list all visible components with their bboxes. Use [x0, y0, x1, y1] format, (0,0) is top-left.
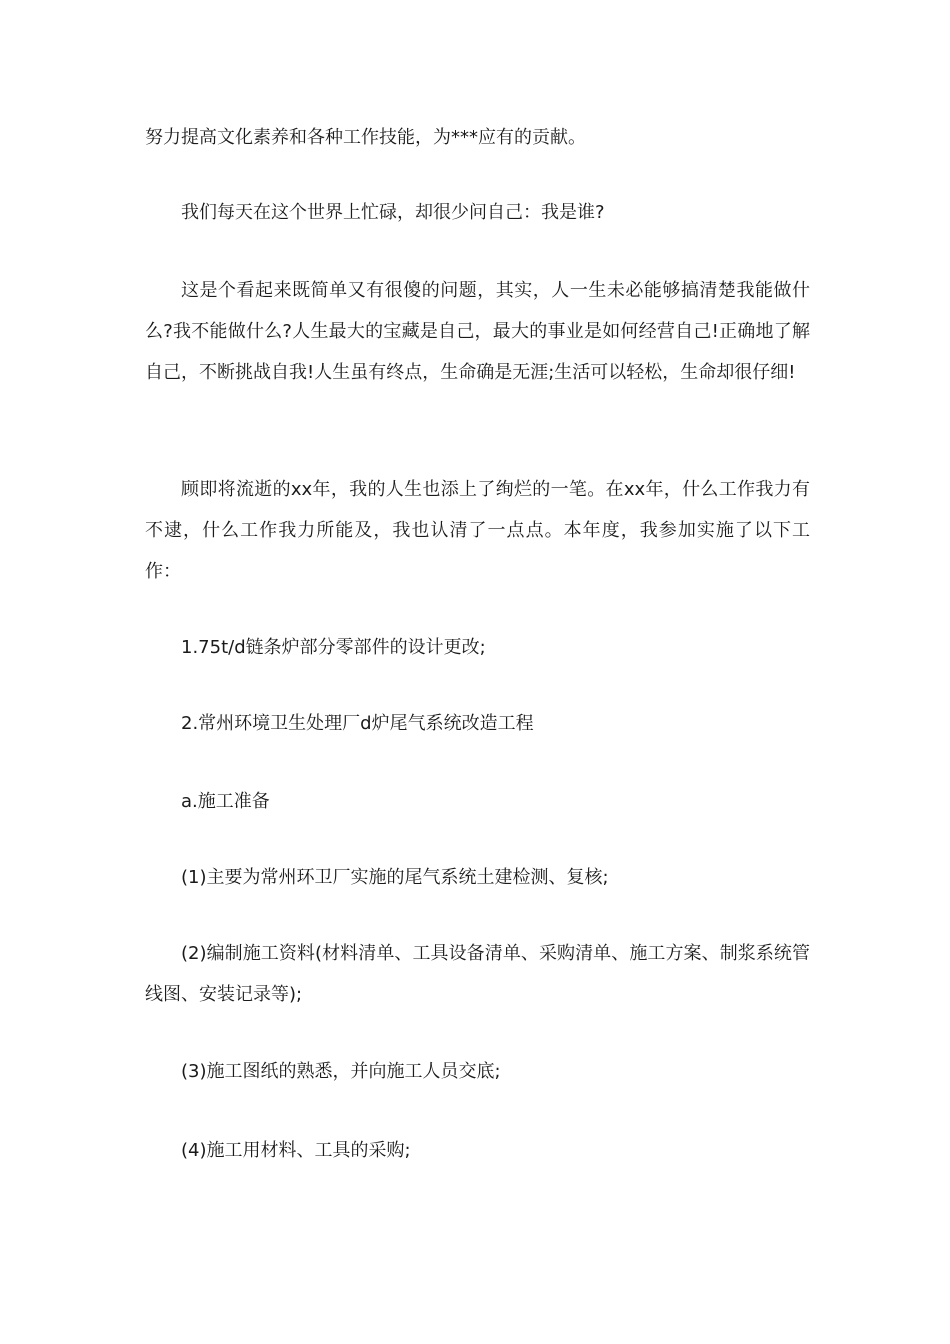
list-item-sub-2: (2)编制施工资料(材料清单、工具设备清单、采购清单、施工方案、制浆系统管线图、安装记录等);: [145, 943, 810, 1005]
list-item-sub-1: (1)主要为常州环卫厂实施的尾气系统土建检测、复核;: [181, 867, 609, 888]
list-item-a: a.施工准备: [181, 791, 270, 812]
paragraph-continuation: 努力提高文化素养和各种工作技能，为***应有的贡献。: [145, 127, 586, 148]
paragraph-self-knowledge: 这是个看起来既简单又有很傻的问题，其实，人一生未必能够搞清楚我能做什么?我不能做什么?人生最大的宝藏是自己，最大的事业是如何经营自己!正确地了解自己，不断挑战自我!人生虽有终点，生命确是无涯;生活可以轻松，生命却很仔细!: [145, 280, 810, 383]
paragraph-year-review: 顾即将流逝的xx年，我的人生也添上了绚烂的一笔。在xx年，什么工作我力有不逮，什么工作我力所能及，我也认清了一点点。本年度，我参加实施了以下工作：: [145, 479, 810, 582]
list-item-2: 2.常州环境卫生处理厂d炉尾气系统改造工程: [181, 713, 534, 734]
list-item-1: 1.75t/d链条炉部分零部件的设计更改;: [181, 637, 486, 658]
list-item-sub-3: (3)施工图纸的熟悉，并向施工人员交底;: [181, 1061, 501, 1082]
paragraph-who-am-i: 我们每天在这个世界上忙碌，却很少问自己：我是谁?: [181, 202, 605, 223]
list-item-sub-4: (4)施工用材料、工具的采购;: [181, 1140, 411, 1161]
